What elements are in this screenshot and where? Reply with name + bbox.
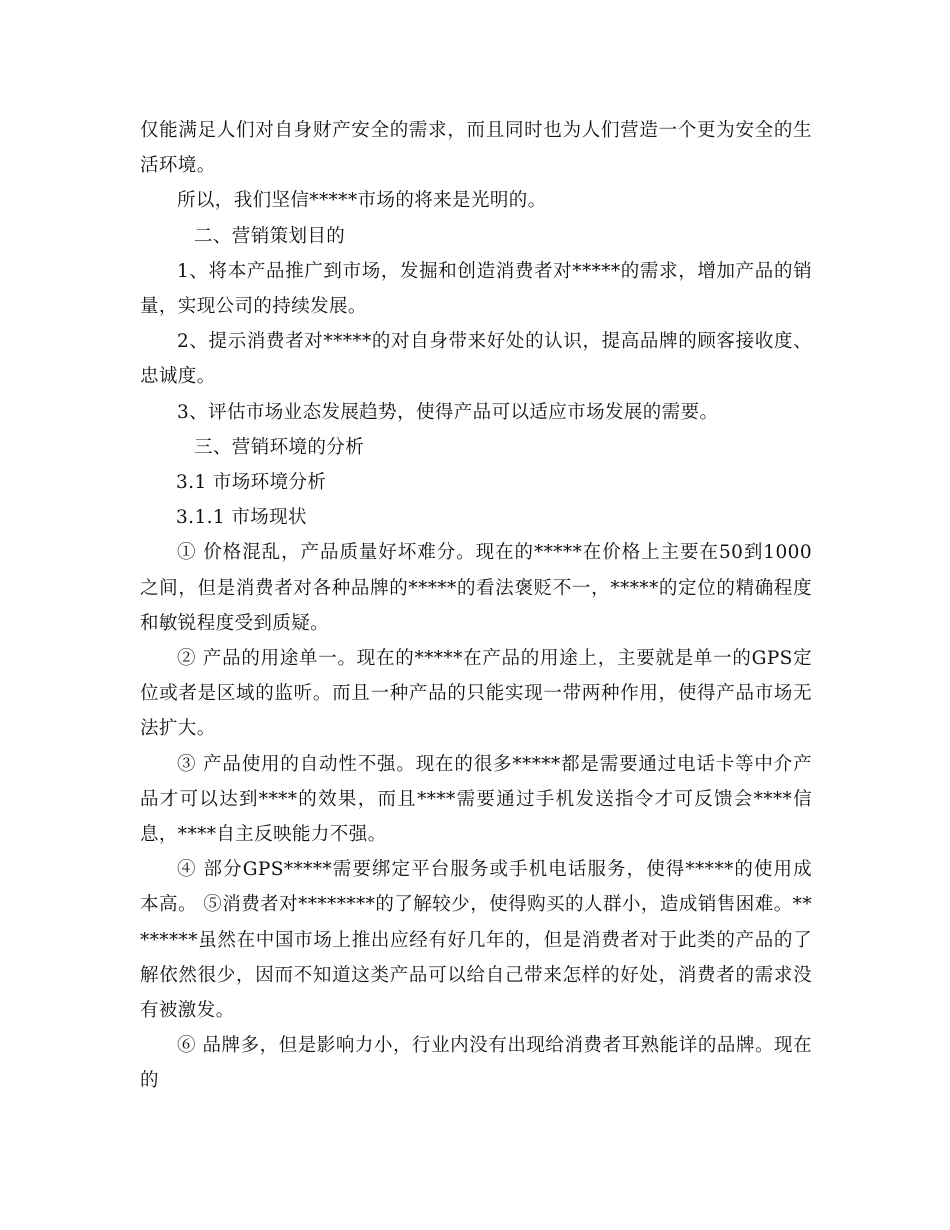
status-item-4-5: ④ 部分GPS*****需要绑定平台服务或手机电话服务，使得*****的使用成本高。 ⑤消费者对********的了解较少，使得购买的人群小，造成销售困难。********虽然在中国市场上推出应经有好几年的，但是消费者对于此类的产品的了解依然很少，因而不知道这类产品可以给自己带来怎样的好处，消费者的需求没有被激发。 <box>140 859 812 1022</box>
paragraph-conclusion: 所以，我们坚信*****市场的将来是光明的。 <box>177 190 547 212</box>
objective-item-2: 2、提示消费者对*****的对自身带来好处的认识，提高品牌的顾客接收度、忠诚度。 <box>140 331 812 388</box>
status-item-1: ① 价格混乱，产品质量好坏难分。现在的*****在价格上主要在50到1000之间，但是消费者对各种品牌的*****的看法褒贬不一，*****的定位的精确程度和敏锐程度受到质疑。 <box>140 542 812 634</box>
section-heading-objectives: 二、营销策划目的 <box>194 225 346 247</box>
status-item-3: ③ 产品使用的自动性不强。现在的很多*****都是需要通过电话卡等中介产品才可以达到****的效果，而且****需要通过手机发送指令才可反馈会****信息，****自主反映能力不强。 <box>140 753 812 846</box>
objective-item-1: 1、将本产品推广到市场，发掘和创造消费者对*****的需求，增加产品的销量，实现公司的持续发展。 <box>140 260 812 318</box>
objective-item-3: 3、评估市场业态发展趋势，使得产品可以适应市场发展的需要。 <box>177 401 719 423</box>
section-heading-analysis: 三、营销环境的分析 <box>194 436 365 458</box>
status-item-2: ② 产品的用途单一。现在的*****在产品的用途上，主要就是单一的GPS定位或者是区域的监听。而且一种产品的只能实现一带两种作用，使得产品市场无法扩大。 <box>140 648 812 740</box>
paragraph-continued: 仅能满足人们对自身财产安全的需求，而且同时也为人们营造一个更为安全的生活环境。 <box>140 120 812 177</box>
status-item-6: ⑥ 品牌多，但是影响力小，行业内没有出现给消费者耳熟能详的品牌。现在的 <box>140 1035 812 1092</box>
subsection-heading-3-1: 3.1 市场环境分析 <box>176 472 327 494</box>
document-body <box>140 113 812 1099</box>
subsection-heading-3-1-1: 3.1.1 市场现状 <box>176 507 307 529</box>
